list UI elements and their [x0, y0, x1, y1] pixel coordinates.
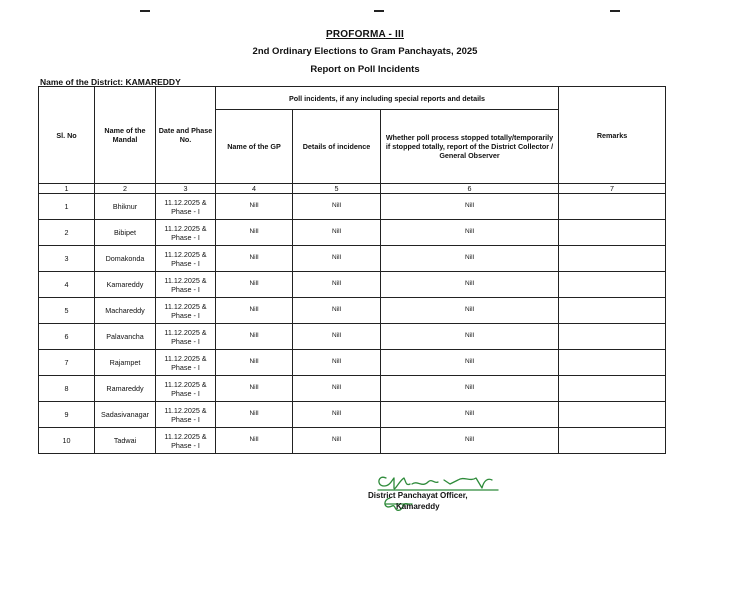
cell-mandal: Sadasivanagar — [95, 402, 156, 428]
column-number: 4 — [216, 184, 293, 194]
cell-mandal: Bhiknur — [95, 194, 156, 220]
header-mandal: Name of the Mandal — [95, 87, 156, 184]
cell-poll-stopped: Nill — [381, 298, 559, 324]
cell-date-phase: 11.12.2025 & Phase - I — [156, 324, 216, 350]
cell-date-phase: 11.12.2025 & Phase - I — [156, 272, 216, 298]
column-number: 5 — [293, 184, 381, 194]
table-row — [39, 324, 666, 350]
cell-poll-stopped: Nill — [381, 402, 559, 428]
cell-sl-no: 2 — [39, 220, 95, 246]
scan-mark-left — [140, 10, 150, 12]
cell-remarks — [559, 272, 666, 298]
cell-mandal: Bibipet — [95, 220, 156, 246]
cell-poll-stopped: Nill — [381, 376, 559, 402]
cell-details: Nill — [293, 428, 381, 454]
cell-sl-no: 7 — [39, 350, 95, 376]
header-poll-stopped: Whether poll process stopped totally/temporarily if stopped totally, report of the District Collector / General Observer — [381, 110, 559, 184]
cell-remarks — [559, 220, 666, 246]
table-row — [39, 194, 666, 220]
column-number: 3 — [156, 184, 216, 194]
cell-mandal: Tadwai — [95, 428, 156, 454]
cell-remarks — [559, 194, 666, 220]
cell-details: Nill — [293, 194, 381, 220]
header-details: Details of incidence — [293, 110, 381, 184]
cell-date-phase: 11.12.2025 & Phase - I — [156, 220, 216, 246]
cell-remarks — [559, 376, 666, 402]
district-name: Name of the District: KAMAREDDY — [40, 77, 181, 87]
officer-place: Kamareddy — [396, 502, 440, 511]
cell-details: Nill — [293, 350, 381, 376]
cell-mandal: Machareddy — [95, 298, 156, 324]
cell-poll-stopped: Nill — [381, 246, 559, 272]
cell-date-phase: 11.12.2025 & Phase - I — [156, 376, 216, 402]
cell-details: Nill — [293, 272, 381, 298]
table-row — [39, 272, 666, 298]
cell-date-phase: 11.12.2025 & Phase - I — [156, 194, 216, 220]
cell-remarks — [559, 428, 666, 454]
cell-remarks — [559, 350, 666, 376]
scan-mark-right — [610, 10, 620, 12]
cell-details: Nill — [293, 324, 381, 350]
officer-designation: District Panchayat Officer, — [368, 491, 468, 500]
cell-gp: Nill — [216, 194, 293, 220]
cell-poll-stopped: Nill — [381, 428, 559, 454]
cell-gp: Nill — [216, 272, 293, 298]
cell-date-phase: 11.12.2025 & Phase - I — [156, 350, 216, 376]
proforma-title: PROFORMA - III — [326, 29, 404, 40]
cell-date-phase: 11.12.2025 & Phase - I — [156, 402, 216, 428]
signature-block — [368, 490, 468, 512]
table-row — [39, 220, 666, 246]
table-row — [39, 246, 666, 272]
cell-remarks — [559, 324, 666, 350]
cell-gp: Nill — [216, 220, 293, 246]
cell-date-phase: 11.12.2025 & Phase - I — [156, 246, 216, 272]
cell-date-phase: 11.12.2025 & Phase - I — [156, 428, 216, 454]
header-sl-no: Sl. No — [39, 87, 95, 184]
cell-mandal: Rajampet — [95, 350, 156, 376]
report-title: Report on Poll Incidents — [310, 64, 420, 75]
cell-details: Nill — [293, 298, 381, 324]
document-subtitle: 2nd Ordinary Elections to Gram Panchayats, 2025 — [252, 46, 478, 57]
header-gp: Name of the GP — [216, 110, 293, 184]
cell-sl-no: 9 — [39, 402, 95, 428]
cell-gp: Nill — [216, 428, 293, 454]
scan-mark-center — [374, 10, 384, 12]
cell-sl-no: 10 — [39, 428, 95, 454]
cell-sl-no: 1 — [39, 194, 95, 220]
cell-gp: Nill — [216, 402, 293, 428]
table-row — [39, 402, 666, 428]
cell-details: Nill — [293, 246, 381, 272]
table-row — [39, 428, 666, 454]
column-number: 1 — [39, 184, 95, 194]
header-poll-incidents-group: Poll incidents, if any including special reports and details — [216, 87, 559, 110]
cell-mandal: Ramareddy — [95, 376, 156, 402]
table-row — [39, 350, 666, 376]
cell-remarks — [559, 298, 666, 324]
cell-gp: Nill — [216, 324, 293, 350]
cell-poll-stopped: Nill — [381, 272, 559, 298]
header-date-phase: Date and Phase No. — [156, 87, 216, 184]
cell-poll-stopped: Nill — [381, 194, 559, 220]
cell-sl-no: 8 — [39, 376, 95, 402]
cell-remarks — [559, 402, 666, 428]
cell-poll-stopped: Nill — [381, 350, 559, 376]
table-row — [39, 376, 666, 402]
cell-sl-no: 5 — [39, 298, 95, 324]
column-number: 2 — [95, 184, 156, 194]
cell-poll-stopped: Nill — [381, 220, 559, 246]
cell-details: Nill — [293, 376, 381, 402]
cell-remarks — [559, 246, 666, 272]
cell-poll-stopped: Nill — [381, 324, 559, 350]
column-number: 7 — [559, 184, 666, 194]
column-number-row — [39, 184, 666, 194]
cell-gp: Nill — [216, 350, 293, 376]
cell-sl-no: 3 — [39, 246, 95, 272]
header-remarks: Remarks — [559, 87, 666, 184]
table-row — [39, 298, 666, 324]
cell-date-phase: 11.12.2025 & Phase - I — [156, 298, 216, 324]
cell-details: Nill — [293, 220, 381, 246]
cell-details: Nill — [293, 402, 381, 428]
column-number: 6 — [381, 184, 559, 194]
cell-mandal: Palavancha — [95, 324, 156, 350]
cell-mandal: Domakonda — [95, 246, 156, 272]
cell-gp: Nill — [216, 376, 293, 402]
cell-gp: Nill — [216, 246, 293, 272]
cell-mandal: Kamareddy — [95, 272, 156, 298]
poll-incidents-table — [38, 86, 666, 454]
cell-gp: Nill — [216, 298, 293, 324]
cell-sl-no: 4 — [39, 272, 95, 298]
cell-sl-no: 6 — [39, 324, 95, 350]
